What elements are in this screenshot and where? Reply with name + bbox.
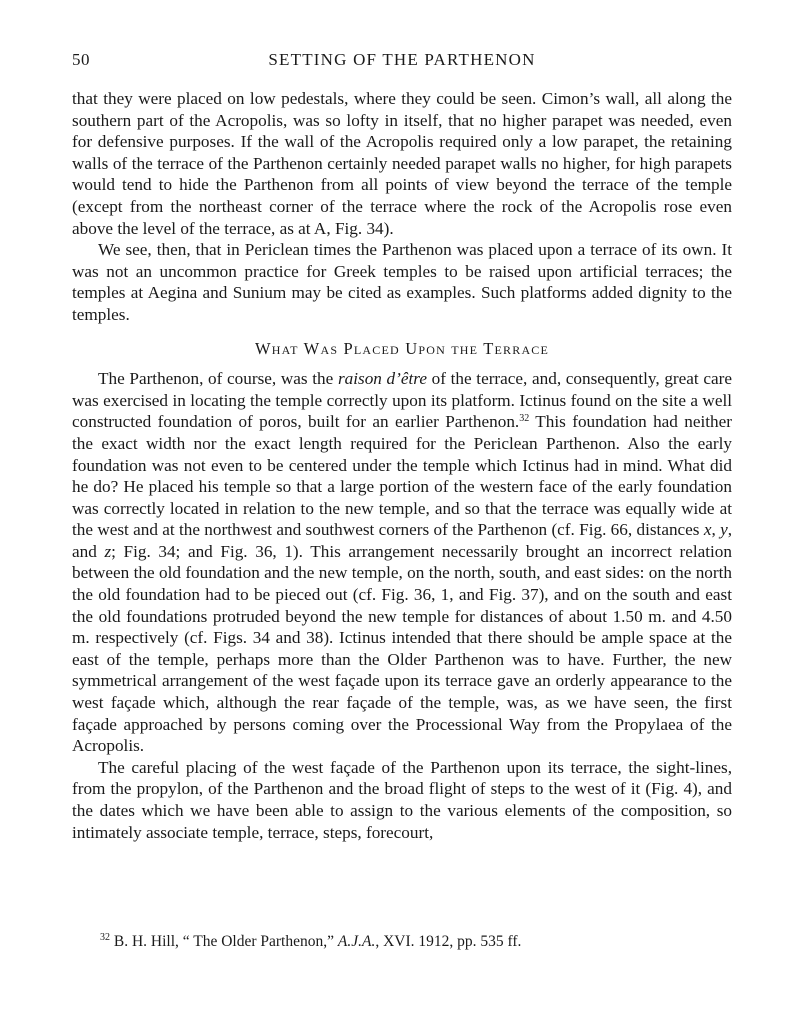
text-run: , and [72, 520, 733, 561]
paragraph-raison-detre [72, 368, 732, 757]
italic-variable: x [703, 520, 712, 540]
text-run: This foundation had neither the exact width nor the exact length required for the Periclean Parthenon. Also the early foundation was not even to be centered under the temple which Ictinus had in mind. What did he do? He placed his temple so that a large portion of the western face of the early foundation was correctly located in relation to the new temple, and so that the terrace was equally wide at the west and at the northwest and southwest corners of the Parthenon (cf. Fig. 66, distances [72, 412, 732, 540]
paragraph-continuation: that they were placed on low pedestals, where they could be seen. Cimon’s wall, all along the southern part of the Acropolis, was so lofty in itself, that no higher parapet was needed, even for defensive purposes. If the wall of the Acropolis required only a low parapet, the retaining walls of the terrace of the Parthenon certainly needed parapet walls no higher, for high parapets would tend to hide the Parthenon from all points of view beyond the terrace of the temple (except from the northeast corner of the terrace where the rock of the Acropolis rose even above the level of the terrace, as at A, Fig. 34). [72, 89, 732, 238]
footnote-text: , XVI. 1912, pp. 535 ff. [375, 933, 522, 950]
page-number: 50 [72, 50, 90, 69]
running-title: SETTING OF THE PARTHENON [268, 50, 536, 69]
footnote-number: 32 [100, 932, 110, 943]
paragraph-west-facade: The careful placing of the west façade of the Parthenon upon its terrace, the sight-lines, from the propylon, of the Parthenon and the broad flight of steps to the west of it (Fig. 4), and the dates which we have been able to assign to the various elements of the composition, so intimately associate temple, terrace, steps, forecourt, [72, 757, 732, 842]
text-run: of the terrace, and, consequently, great care was exercised in locating the temple correctly upon its platform. Ictinus found on the site a well constructed foundation of poros, built for an earlier Parthenon. [72, 369, 732, 432]
italic-variable: y [720, 520, 728, 540]
text-run: ; Fig. 34; and Fig. 36, 1). This arrangement necessarily brought an incorrect relation between the old foundation and the new temple, on the north, south, and east sides: on the north the old foundation had to be pieced out (cf. Fig. 36, 1, and Fig. 37), and on the south and east the old foundations protruded beyond the new temple for distances of about 1.50 m. and 4.50 m. respectively (cf. Figs. 34 and 38). Ictinus intended that there should be ample space at the east of the temple, perhaps more than the Older Parthenon was to have. Further, the new symmetrical arrangement of the west façade upon its terrace gave an orderly appearance to the west façade which, although the rear façade of the temple, was, as we have seen, the first façade approached by persons coming over the Processional Way from the Propylaea of the Acropolis. [72, 541, 732, 756]
text-run: The Parthenon, of course, was the [98, 369, 338, 389]
footnote-journal: A.J.A. [337, 933, 376, 950]
text-run: , [711, 520, 721, 540]
footnote-reference[interactable]: 32 [519, 413, 530, 425]
footnote-text: B. H. Hill, “ The Older Parthenon,” [110, 933, 338, 950]
italic-variable: z [104, 541, 112, 561]
paragraph-terrace: We see, then, that in Periclean times the Parthenon was placed upon a terrace of its own. It was not an uncommon practice for Greek temples to be raised upon artificial terraces; the temples at Aegina and Sunium may be cited as examples. Such platforms added dignity to the temples. [72, 240, 732, 324]
footnote [100, 932, 700, 952]
italic-phrase: raison d’être [337, 369, 427, 389]
running-head [72, 50, 732, 72]
section-heading: What Was Placed Upon the Terrace [254, 338, 550, 358]
body-text [72, 88, 732, 843]
